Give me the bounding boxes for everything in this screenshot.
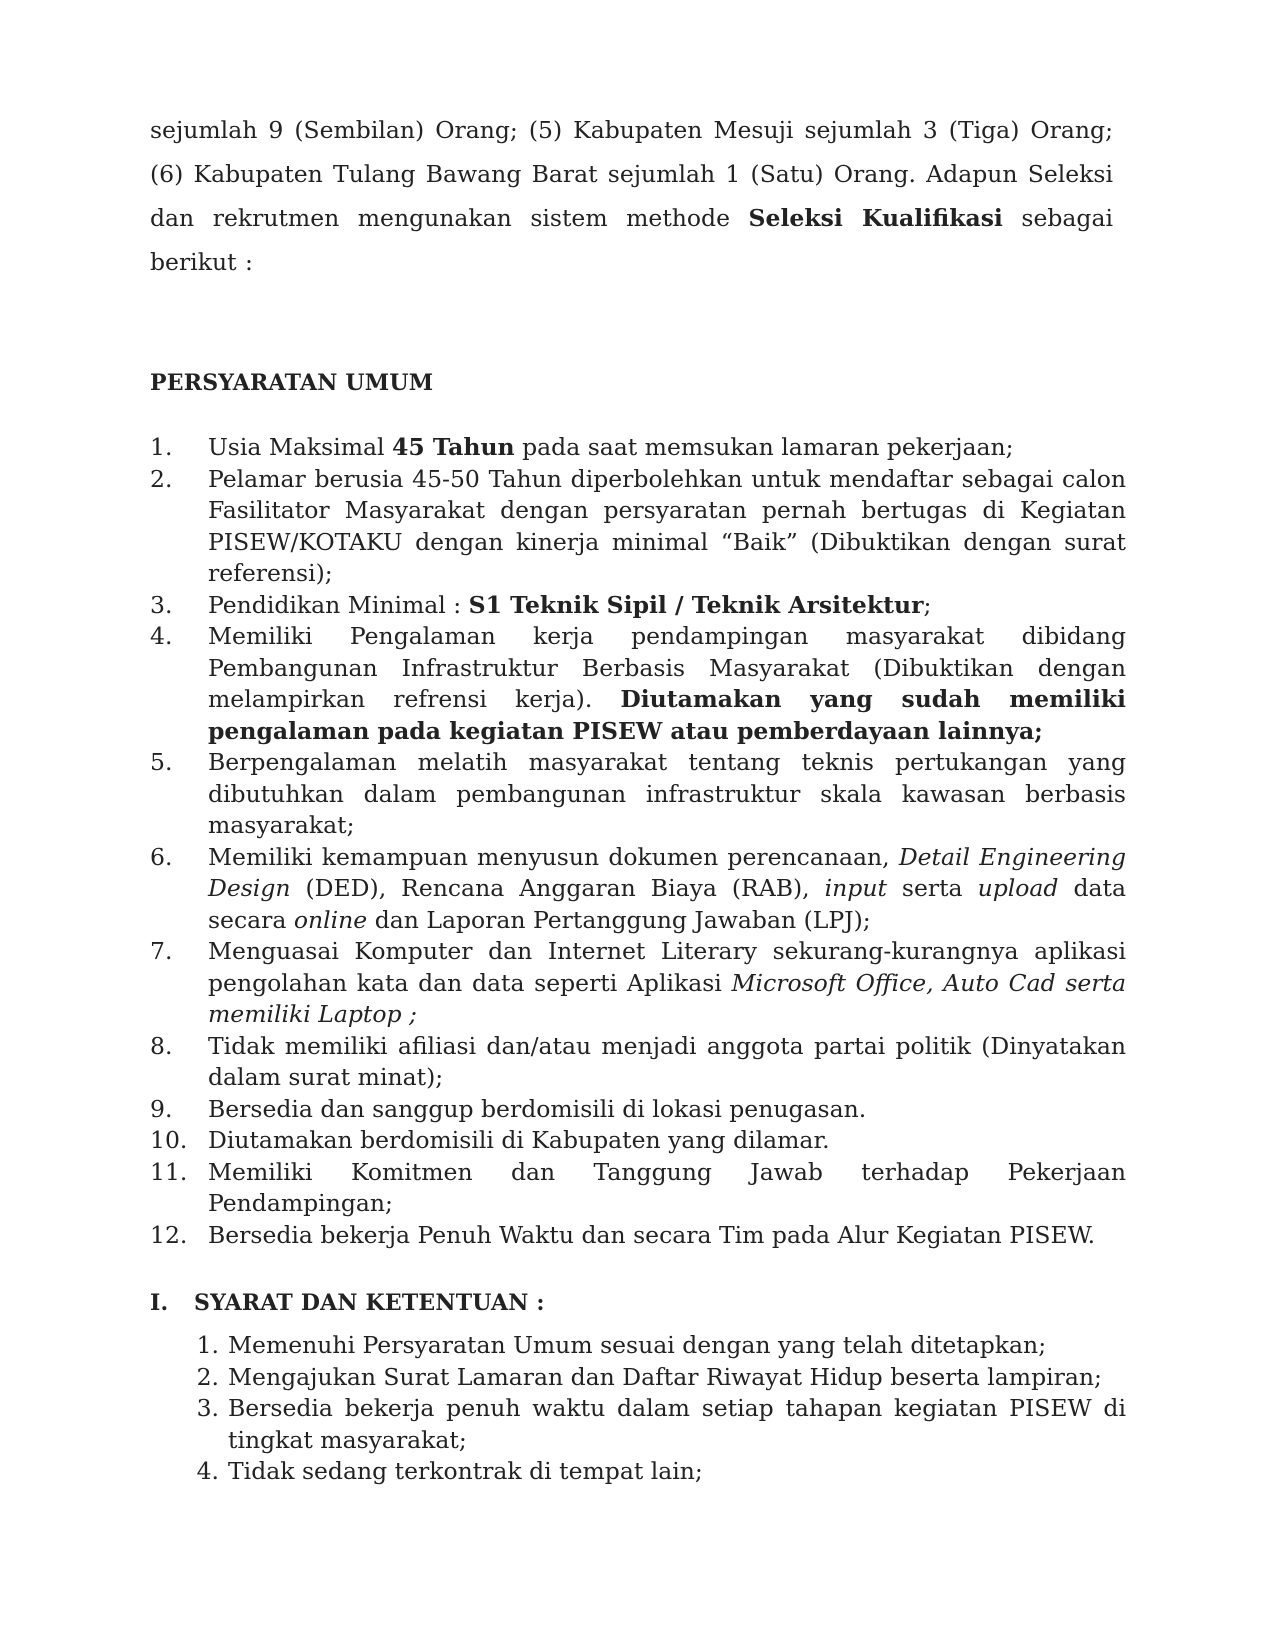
persyaratan-umum-list <box>150 432 1126 1251</box>
item-number: 1. <box>150 433 173 461</box>
item-number: 1. <box>196 1331 219 1359</box>
list-item <box>150 936 1126 1031</box>
list-item <box>190 1393 1126 1456</box>
item-number: 3. <box>196 1394 219 1422</box>
item-number: 2. <box>150 464 173 493</box>
text-run: Pelamar berusia 45-50 Tahun diperbolehkan untuk mendaftar sebagai calon Fasilitator Masyarakat dengan persyaratan pernah bertugas di Kegiatan PISEW/KOTAKU dengan kinerja minimal “Baik” (Dibuktikan dengan surat referensi); <box>208 464 1126 587</box>
item-text <box>228 1456 1126 1488</box>
list-item <box>190 1330 1126 1362</box>
item-text <box>228 1393 1126 1456</box>
item-number: 10. <box>150 1126 188 1154</box>
list-item <box>150 747 1126 842</box>
list-item <box>150 842 1126 937</box>
text-run: ; <box>923 590 932 619</box>
text-run: serta <box>886 874 978 902</box>
item-text <box>208 464 1126 590</box>
item-text <box>208 842 1126 937</box>
list-item <box>150 1094 1126 1126</box>
item-text <box>228 1330 1126 1362</box>
item-text <box>208 747 1126 842</box>
list-item <box>150 1125 1126 1157</box>
italic-text: Detail Engineering Design <box>208 842 1126 902</box>
text-run: Usia Maksimal <box>208 433 393 461</box>
intro-paragraph <box>150 108 1113 284</box>
list-item <box>190 1362 1126 1394</box>
bold-text: S1 Teknik Sipil / Teknik Arsitektur <box>468 590 924 619</box>
text-run: (DED), Rencana Anggaran Biaya (RAB), <box>290 874 825 902</box>
bold-text: Seleksi Kualifikasi <box>748 204 1003 232</box>
item-text <box>208 1094 1126 1126</box>
text-run: dan Laporan Pertanggung Jawaban (LPJ); <box>367 905 871 934</box>
text-run: Bersedia dan sanggup berdomisili di lokasi penugasan. <box>208 1094 867 1123</box>
item-number: 4. <box>196 1457 219 1485</box>
italic-text: input <box>824 874 887 902</box>
bold-text: Diutamakan yang sudah memiliki pengalaman pada kegiatan PISEW atau pemberdayaan lainnya; <box>208 685 1126 745</box>
text-run: Mengajukan Surat Lamaran dan Daftar Riwayat Hidup beserta lampiran; <box>228 1362 1102 1391</box>
text-run: pada saat memsukan lamaran pekerjaan; <box>514 433 1014 461</box>
text-run: Diutamakan berdomisili di Kabupaten yang dilamar. <box>208 1126 830 1154</box>
text-run: Memenuhi Persyaratan Umum sesuai dengan yang telah ditetapkan; <box>228 1331 1047 1359</box>
italic-text: upload <box>977 874 1059 902</box>
item-text <box>208 432 1126 464</box>
syarat-ketentuan-list <box>190 1330 1126 1488</box>
list-item <box>150 1157 1126 1220</box>
section-title: SYARAT DAN KETENTUAN : <box>194 1290 545 1316</box>
section-heading-persyaratan-umum: PERSYARATAN UMUM <box>150 370 434 396</box>
text-run: data secara <box>208 874 1126 934</box>
item-number: 9. <box>150 1094 173 1123</box>
text-run: Tidak sedang terkontrak di tempat lain; <box>228 1457 703 1485</box>
item-number: 11. <box>150 1157 188 1186</box>
section-number: I. <box>150 1290 169 1316</box>
item-number: 6. <box>150 842 173 871</box>
item-text <box>208 1125 1126 1157</box>
text-run: sejumlah 9 (Sembilan) Orang; (5) Kabupaten Mesuji sejumlah 3 (Tiga) Orang; (6) Kabupaten Tulang Bawang Barat sejumlah 1 (Satu) Orang. Adapun Seleksi dan rekrutmen mengunakan sistem methode <box>150 116 1113 232</box>
item-text <box>208 590 1126 622</box>
text-run: sebagai berikut : <box>150 204 1113 276</box>
list-item <box>150 621 1126 747</box>
section-heading-syarat-ketentuan <box>150 1290 545 1316</box>
text-run: Memiliki Pengalaman kerja pendampingan masyarakat dibidang Pembangunan Infrastruktur Berbasis Masyarakat (Dibuktikan dengan melampirkan refrensi kerja). <box>208 622 1126 713</box>
italic-text: online <box>293 905 368 934</box>
text-run: Bersedia bekerja Penuh Waktu dan secara Tim pada Alur Kegiatan PISEW. <box>208 1220 1096 1249</box>
text-run: Memiliki Komitmen dan Tanggung Jawab terhadap Pekerjaan Pendampingan; <box>208 1157 1126 1217</box>
item-number: 4. <box>150 622 173 650</box>
list-item <box>150 1031 1126 1094</box>
item-text <box>208 621 1126 747</box>
text-run: Bersedia bekerja penuh waktu dalam setiap tahapan kegiatan PISEW di tingkat masyarakat; <box>228 1394 1126 1454</box>
item-number: 7. <box>150 937 173 965</box>
list-item <box>150 464 1126 590</box>
text-run: Memiliki kemampuan menyusun dokumen perencanaan, <box>208 842 899 871</box>
italic-text: Microsoft Office, Auto Cad serta memiliki Laptop ; <box>208 968 1126 1028</box>
list-item <box>190 1456 1126 1488</box>
text-run: Pendidikan Minimal : <box>208 590 469 619</box>
list-item <box>150 1220 1126 1252</box>
item-number: 5. <box>150 748 173 776</box>
list-item <box>150 590 1126 622</box>
text-run: Tidak memiliki afiliasi dan/atau menjadi anggota partai politik (Dinyatakan dalam surat minat); <box>208 1031 1126 1091</box>
item-text <box>208 936 1126 1031</box>
text-run: Menguasai Komputer dan Internet Literary sekurang-kurangnya aplikasi pengolahan kata dan data seperti Aplikasi <box>208 937 1126 997</box>
item-text <box>208 1220 1126 1252</box>
item-text <box>228 1362 1126 1394</box>
item-number: 3. <box>150 590 173 619</box>
item-number: 8. <box>150 1031 173 1060</box>
list-item <box>150 432 1126 464</box>
intro-text <box>150 108 1113 284</box>
item-number: 12. <box>150 1220 188 1249</box>
text-run: Berpengalaman melatih masyarakat tentang teknis pertukangan yang dibutuhkan dalam pembangunan infrastruktur skala kawasan berbasis masyarakat; <box>208 748 1126 839</box>
item-text <box>208 1031 1126 1094</box>
item-number: 2. <box>196 1362 219 1391</box>
item-text <box>208 1157 1126 1220</box>
bold-text: 45 Tahun <box>392 433 515 461</box>
